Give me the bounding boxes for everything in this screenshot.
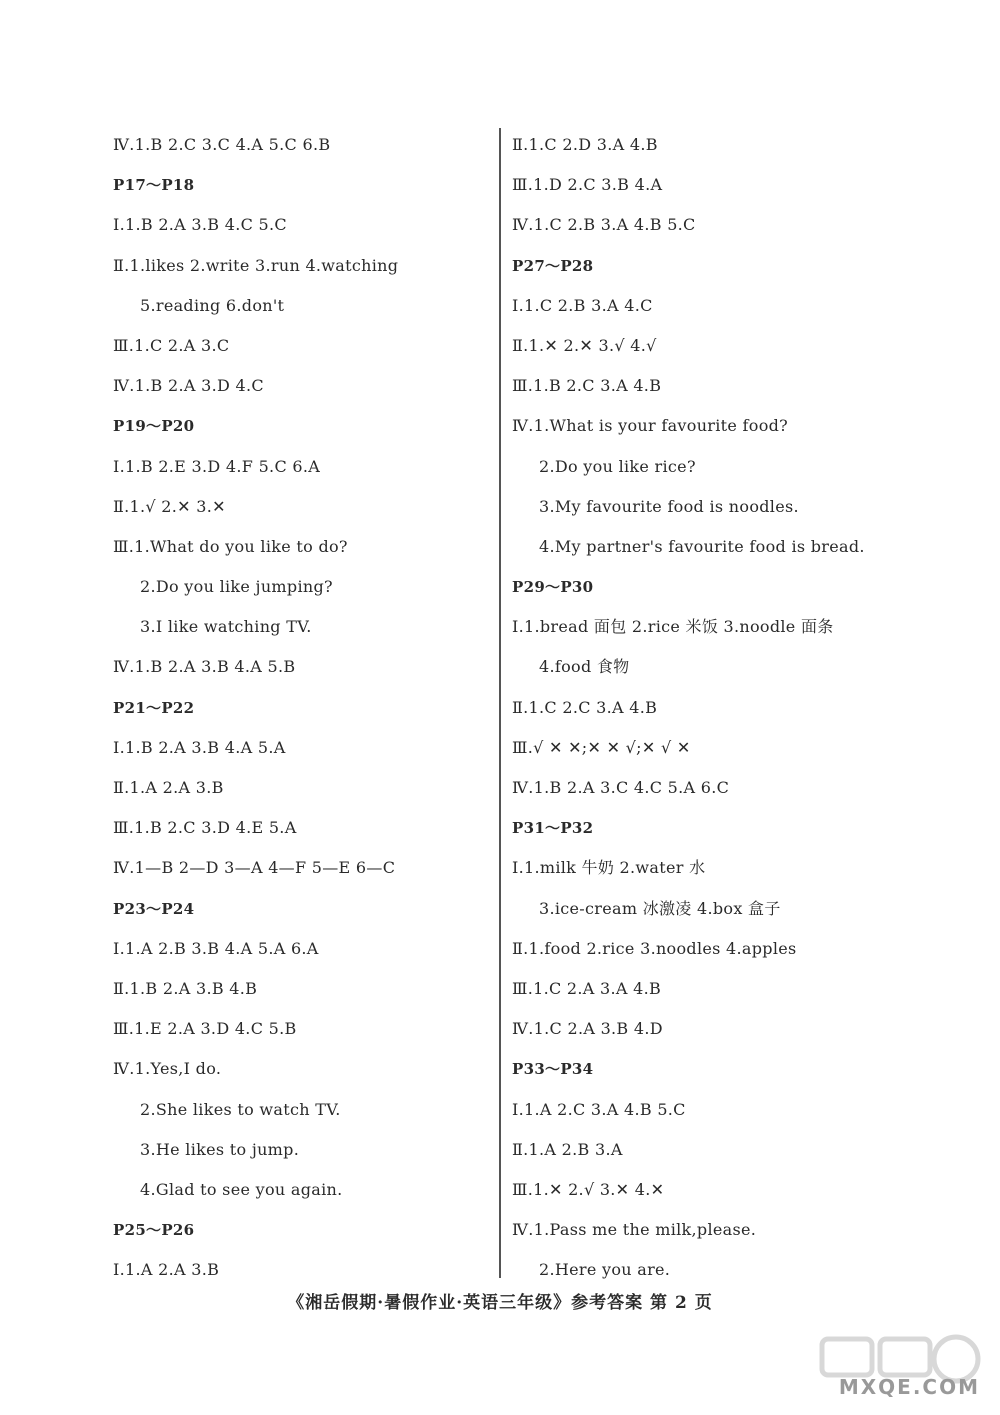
left-answer-line: Ⅲ.1.What do you like to do? — [113, 536, 348, 556]
right-answer-line: Ⅱ.1.food 2.rice 3.noodles 4.apples — [512, 938, 797, 958]
left-answer-line: 3.I like watching TV. — [140, 617, 312, 637]
right-answer-line: Ⅰ.1.milk 牛奶 2.water 水 — [512, 858, 706, 878]
right-answer-line: Ⅳ.1.C 2.A 3.B 4.D — [512, 1019, 663, 1039]
right-answer-line: 4.food 食物 — [539, 657, 630, 677]
left-page-range-heading: P21～P22 — [113, 698, 195, 717]
right-answer-line: Ⅳ.1.Pass me the milk,please. — [512, 1220, 757, 1240]
left-answer-line: Ⅰ.1.B 2.E 3.D 4.F 5.C 6.A — [113, 456, 321, 476]
right-answer-column — [512, 125, 932, 1290]
right-answer-line: Ⅲ.√ ✕ ✕;✕ ✕ √;✕ √ ✕ — [512, 737, 691, 757]
right-answer-line: 3.ice-cream 冰激凌 4.box 盒子 — [539, 898, 781, 918]
left-answer-line: Ⅳ.1.B 2.A 3.B 4.A 5.B — [113, 657, 296, 677]
right-answer-line: Ⅰ.1.C 2.B 3.A 4.C — [512, 295, 653, 315]
right-answer-line: Ⅱ.1.C 2.D 3.A 4.B — [512, 135, 658, 154]
right-answer-line: Ⅲ.1.B 2.C 3.A 4.B — [512, 376, 662, 396]
right-page-range-heading: P31～P32 — [512, 819, 594, 838]
column-divider — [499, 128, 501, 1278]
page-footer: 《湘岳假期·暑假作业·英语三年级》参考答案 第 2 页 — [287, 1293, 713, 1313]
left-answer-line: Ⅱ.1.√ 2.✕ 3.✕ — [113, 496, 226, 516]
left-answer-line: Ⅱ.1.B 2.A 3.B 4.B — [113, 978, 258, 998]
right-answer-line: Ⅰ.1.bread 面包 2.rice 米饭 3.noodle 面条 — [512, 617, 834, 637]
right-answer-line: 4.My partner's favourite food is bread. — [539, 536, 865, 556]
left-answer-line: Ⅲ.1.C 2.A 3.C — [113, 335, 230, 355]
left-answer-line: 5.reading 6.don't — [140, 295, 285, 315]
right-answer-line: Ⅲ.1.C 2.A 3.A 4.B — [512, 978, 662, 998]
left-answer-column — [113, 125, 493, 1290]
left-answer-line: Ⅰ.1.B 2.A 3.B 4.C 5.C — [113, 215, 287, 235]
left-answer-line: Ⅱ.1.A 2.A 3.B — [113, 778, 224, 797]
left-page-range-heading: P23～P24 — [113, 899, 195, 918]
left-answer-line: 4.Glad to see you again. — [140, 1179, 343, 1199]
right-answer-line: Ⅱ.1.✕ 2.✕ 3.√ 4.√ — [512, 335, 657, 355]
left-answer-line: Ⅳ.1—B 2—D 3—A 4—F 5—E 6—C — [113, 858, 396, 878]
left-answer-line: Ⅱ.1.likes 2.write 3.run 4.watching — [113, 255, 399, 275]
right-page-range-heading: P27～P28 — [512, 256, 594, 275]
left-answer-line: Ⅰ.1.A 2.B 3.B 4.A 5.A 6.A — [113, 938, 319, 958]
left-answer-line: Ⅳ.1.Yes,I do. — [113, 1059, 222, 1079]
left-page-range-heading: P25～P26 — [113, 1221, 195, 1240]
right-answer-line: Ⅲ.1.✕ 2.√ 3.✕ 4.✕ — [512, 1179, 665, 1199]
right-answer-line: Ⅱ.1.A 2.B 3.A — [512, 1139, 623, 1159]
left-answer-line: Ⅲ.1.B 2.C 3.D 4.E 5.A — [113, 818, 297, 838]
right-answer-line: 2.Here you are. — [539, 1260, 671, 1280]
right-answer-line: 3.My favourite food is noodles. — [539, 496, 799, 516]
right-answer-line: 2.Do you like rice? — [539, 456, 696, 476]
left-page-range-heading: P17～P18 — [113, 176, 195, 195]
right-answer-line: Ⅲ.1.D 2.C 3.B 4.A — [512, 175, 663, 195]
right-answer-line: Ⅰ.1.A 2.C 3.A 4.B 5.C — [512, 1099, 686, 1119]
right-answer-line: Ⅳ.1.B 2.A 3.C 4.C 5.A 6.C — [512, 778, 730, 797]
watermark-text: MXQE.COM — [838, 1375, 980, 1399]
right-page-range-heading: P29～P30 — [512, 578, 594, 597]
left-answer-line: 2.She likes to watch TV. — [140, 1099, 341, 1119]
left-answer-line: 3.He likes to jump. — [140, 1139, 300, 1159]
left-answer-line: Ⅰ.1.A 2.A 3.B — [113, 1260, 220, 1280]
right-answer-line: Ⅳ.1.C 2.B 3.A 4.B 5.C — [512, 215, 696, 235]
left-answer-line: Ⅲ.1.E 2.A 3.D 4.C 5.B — [113, 1019, 297, 1039]
right-page-range-heading: P33～P34 — [512, 1060, 594, 1079]
left-page-range-heading: P19～P20 — [113, 417, 195, 436]
left-answer-line: Ⅳ.1.B 2.C 3.C 4.A 5.C 6.B — [113, 135, 331, 154]
right-answer-line: Ⅳ.1.What is your favourite food? — [512, 416, 789, 436]
right-answer-line: Ⅱ.1.C 2.C 3.A 4.B — [512, 697, 658, 717]
left-answer-line: Ⅰ.1.B 2.A 3.B 4.A 5.A — [113, 737, 286, 757]
left-answer-line: Ⅳ.1.B 2.A 3.D 4.C — [113, 376, 264, 396]
left-answer-line: 2.Do you like jumping? — [140, 577, 333, 597]
